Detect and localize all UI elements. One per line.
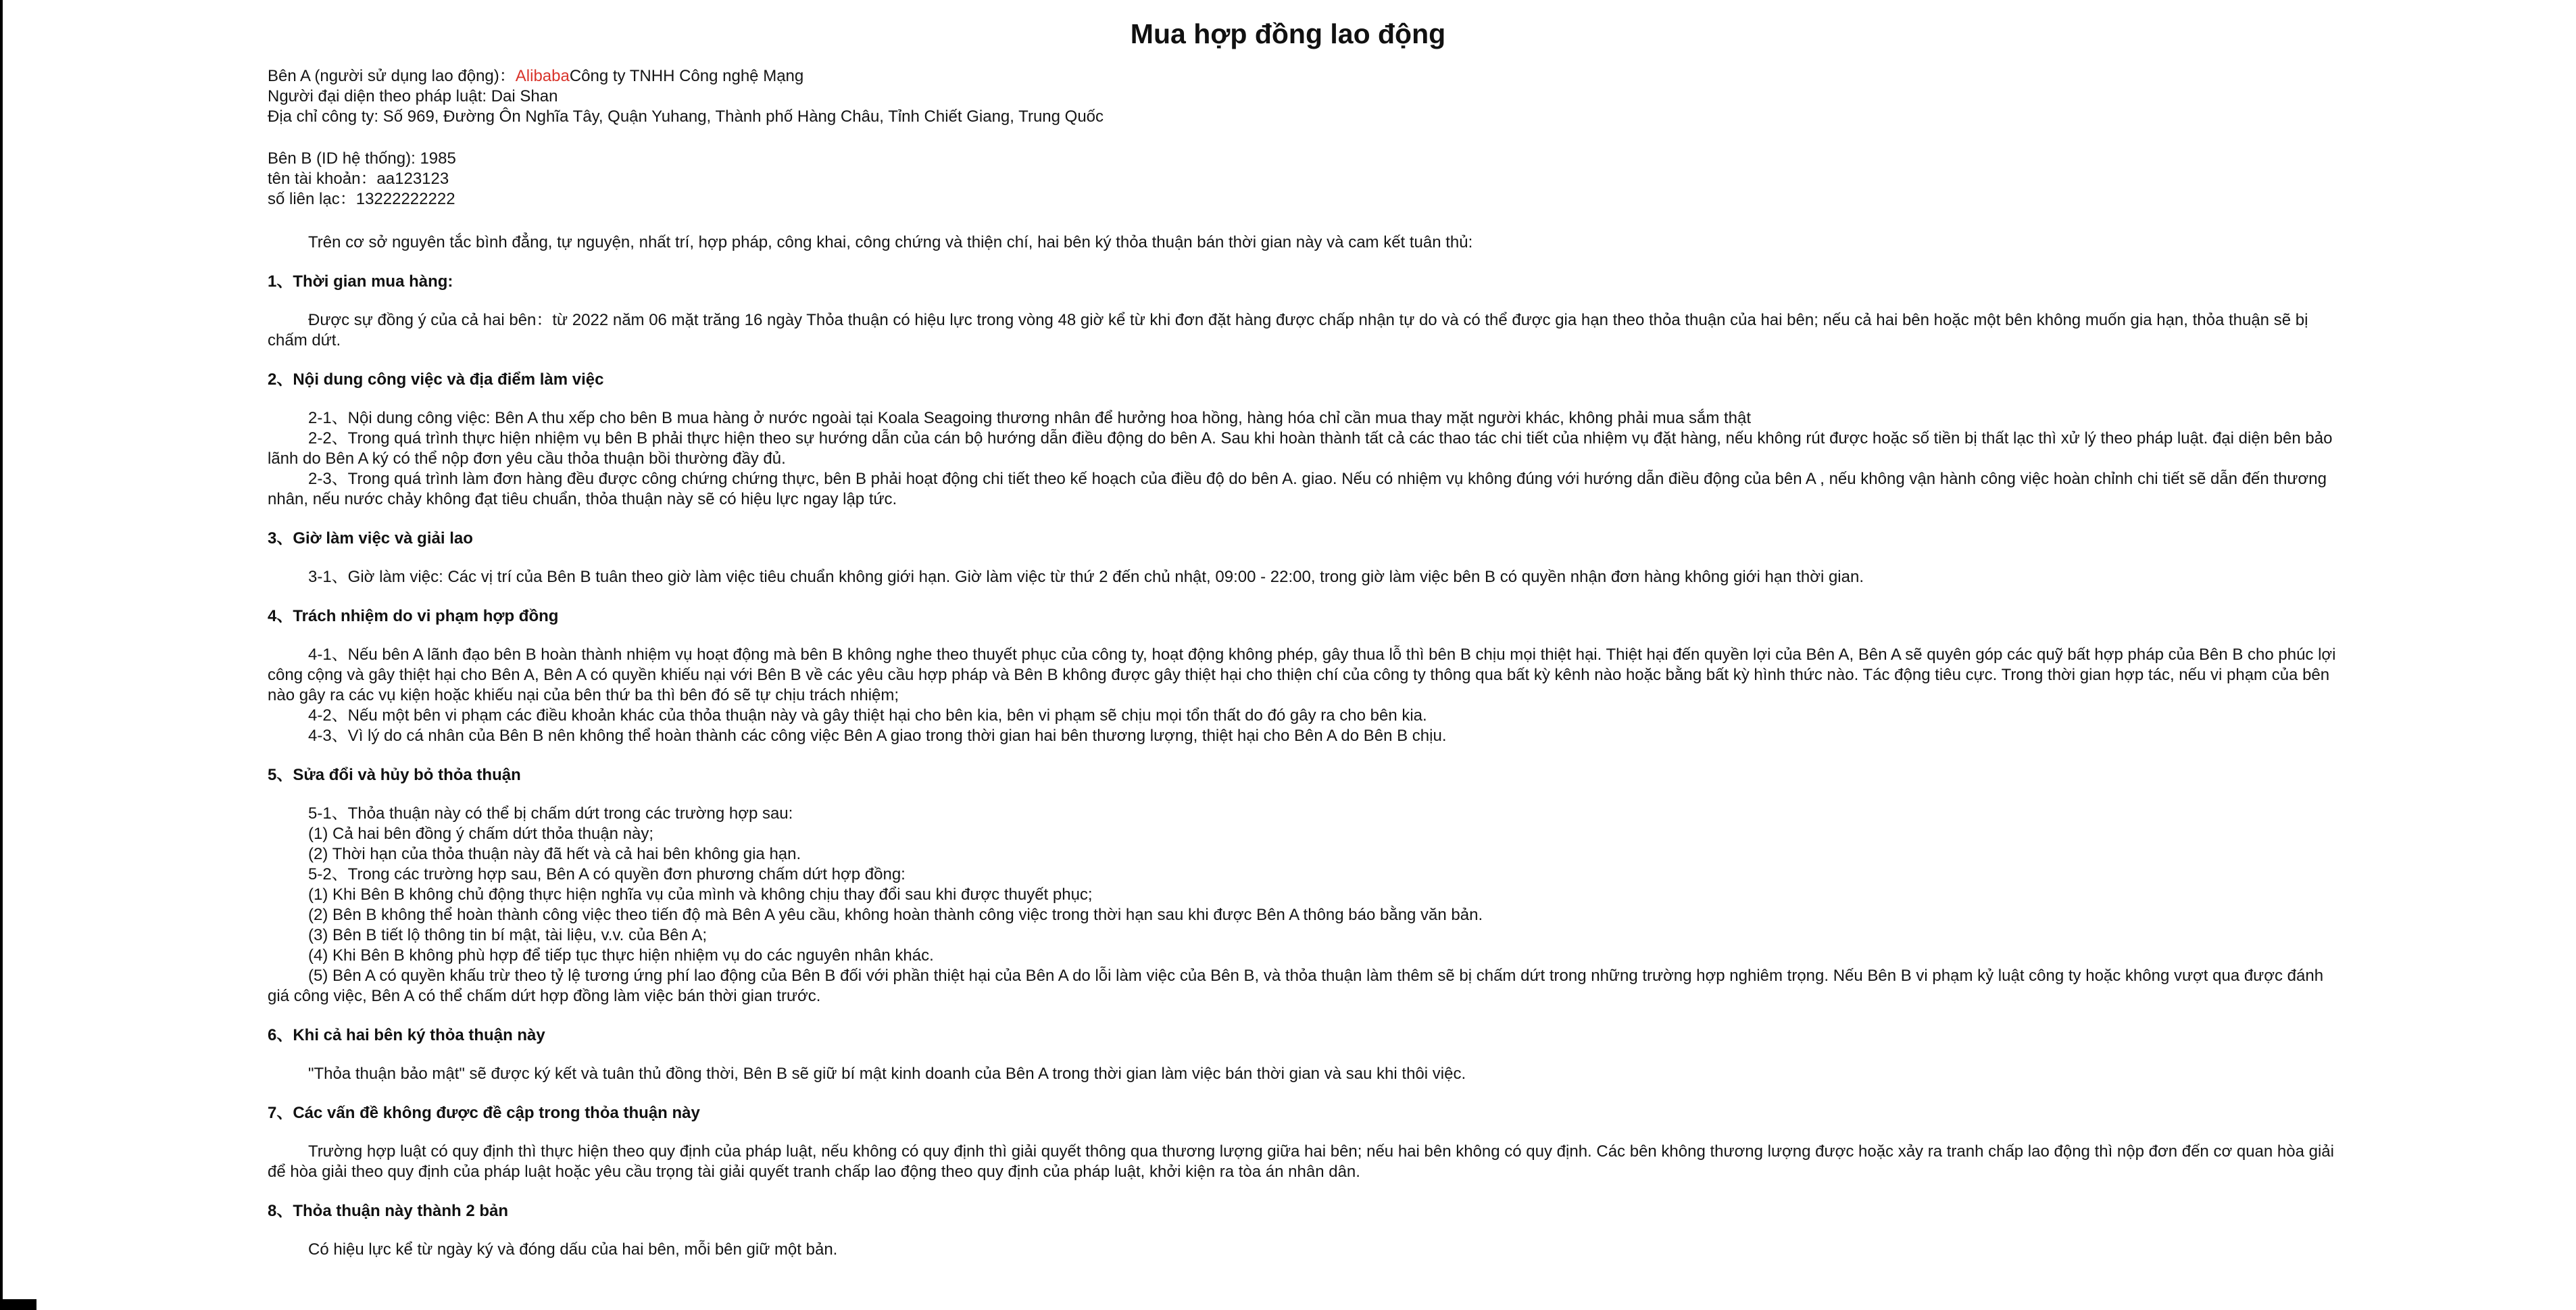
section-2-body <box>268 408 2346 510</box>
list-item: (1) Khi Bên B không chủ động thực hiện nghĩa vụ của mình và không chịu thay đổi sau khi được thuyết phục; <box>308 886 1093 904</box>
party-a-address-line: Địa chỉ công ty: Số 969, Đường Ôn Nghĩa Tây, Quận Yuhang, Thành phố Hàng Châu, Tỉnh Chiết Giang, Trung Quốc <box>268 107 1104 126</box>
party-b-block <box>268 149 2346 210</box>
paragraph: Được sự đồng ý của cả hai bên：từ 2022 năm 06 mặt trăng 16 ngày Thỏa thuận có hiệu lực trong vòng 48 giờ kể từ khi đơn đặt hàng được chấp nhận tự do và có thể được gia hạn theo thỏa thuận của hai bên; nếu cả hai bên hoặc một bên không muốn gia hạn, thỏa thuận sẽ bị chấm dứt. <box>268 311 2308 349</box>
paragraph: 2-2、Trong quá trình thực hiện nhiệm vụ bên B phải thực hiện theo sự hướng dẫn của cán bộ hướng dẫn điều động do bên A. Sau khi hoàn thành tất cả các thao tác chi tiết của nhiệm vụ đặt hàng, nếu không rút được hoặc số tiền bị thất lạc thì xử lý theo pháp luật. đại diện bên bảo lãnh do Bên A ký có thể nộp đơn yêu cầu thỏa thuận bồi thường đầy đủ. <box>268 429 2333 468</box>
section-3-heading: 3、Giờ làm việc và giải lao <box>268 529 473 548</box>
section-6-heading: 6、Khi cả hai bên ký thỏa thuận này <box>268 1026 545 1044</box>
paragraph: 4-2、Nếu một bên vi phạm các điều khoản khác của thỏa thuận này và gây thiệt hại cho bên kia, bên vi phạm sẽ chịu mọi tổn thất do đó gây ra cho bên kia. <box>308 706 1427 725</box>
party-a-representative-line: Người đại diện theo pháp luật: Dai Shan <box>268 87 558 105</box>
list-item: (2) Bên B không thể hoàn thành công việc theo tiến độ mà Bên A yêu cầu, không hoàn thành công việc trong thời hạn sau khi được Bên A thông báo bằng văn bản. <box>308 906 1483 924</box>
party-a-employer-line <box>268 66 2346 87</box>
list-item: (2) Thời hạn của thỏa thuận này đã hết và cả hai bên không gia hạn. <box>308 845 801 863</box>
section-5-heading: 5、Sửa đổi và hủy bỏ thỏa thuận <box>268 766 521 784</box>
party-b-account-line: tên tài khoản：aa123123 <box>268 170 449 188</box>
section-1 <box>268 272 2346 351</box>
paragraph: 3-1、Giờ làm việc: Các vị trí của Bên B tuân theo giờ làm việc tiêu chuẩn không giới hạn. Giờ làm việc từ thứ 2 đến chủ nhật, 09:00 - 22:00, trong giờ làm việc bên B có quyền nhận đơn hàng không giới hạn thời gian. <box>308 568 1864 586</box>
section-2-heading: 2、Nội dung công việc và địa điểm làm việc <box>268 370 604 389</box>
contract-document <box>0 66 2576 1260</box>
party-a-company-name: Công ty TNHH Công nghệ Mạng <box>569 67 804 85</box>
party-a-company-highlight: Alibaba <box>515 67 570 85</box>
section-7 <box>268 1103 2346 1182</box>
window-left-edge <box>0 0 3 1310</box>
list-item: (3) Bên B tiết lộ thông tin bí mật, tài liệu, v.v. của Bên A; <box>308 926 708 944</box>
party-a-employer-label: Bên A (người sử dụng lao động)： <box>268 67 516 85</box>
section-8-heading: 8、Thỏa thuận này thành 2 bản <box>268 1202 509 1220</box>
party-b-id-line: Bên B (ID hệ thống): 1985 <box>268 149 456 168</box>
section-6 <box>268 1025 2346 1084</box>
section-3-body <box>268 567 2346 587</box>
paragraph: Trường hợp luật có quy định thì thực hiện theo quy định của pháp luật, nếu không có quy định thì giải quyết thông qua thương lượng giữa hai bên; nếu hai bên không có quy định. Các bên không thương lượng được hoặc xảy ra tranh chấp lao động thì nộp đơn đến cơ quan hòa giải để hòa giải theo quy định của pháp luật hoặc yêu cầu trọng tài giải quyết tranh chấp lao động theo quy định của pháp luật, khởi kiện ra tòa án nhân dân. <box>268 1142 2334 1181</box>
party-b-contact-line: số liên lạc：13222222222 <box>268 190 455 208</box>
paragraph: "Thỏa thuận bảo mật" sẽ được ký kết và tuân thủ đồng thời, Bên B sẽ giữ bí mật kinh doanh của Bên A trong thời gian làm việc bán thời gian và sau khi thôi việc. <box>308 1065 1466 1083</box>
section-4-heading: 4、Trách nhiệm do vi phạm hợp đồng <box>268 607 559 625</box>
list-item: (4) Khi Bên B không phù hợp để tiếp tục thực hiện nhiệm vụ do các nguyên nhân khác. <box>308 946 934 965</box>
section-1-heading: 1、Thời gian mua hàng: <box>268 272 453 291</box>
section-7-body <box>268 1142 2346 1182</box>
section-8 <box>268 1201 2346 1260</box>
section-8-body <box>268 1240 2346 1260</box>
list-item: (1) Cả hai bên đồng ý chấm dứt thỏa thuận này; <box>308 825 654 843</box>
section-5 <box>268 765 2346 1006</box>
paragraph: 2-1、Nội dung công việc: Bên A thu xếp cho bên B mua hàng ở nước ngoài tại Koala Seagoing thương nhân để hưởng hoa hồng, hàng hóa chỉ cần mua thay mặt người khác, không phải mua sắm thật <box>308 409 1752 427</box>
section-7-heading: 7、Các vấn đề không được đề cập trong thỏa thuận này <box>268 1104 700 1122</box>
paragraph: 4-1、Nếu bên A lãnh đạo bên B hoàn thành nhiệm vụ hoạt động mà bên B không nghe theo thuyết phục của công ty, hoạt động không phép, gây thua lỗ thì bên B chịu mọi thiệt hại. Thiệt hại đến quyền lợi của Bên A, Bên A sẽ quyên góp các quỹ bất hợp pháp của Bên B cho phúc lợi công cộng và gây thiệt hại cho Bên A, Bên A có quyền khiếu nại với Bên B về các yêu cầu hợp pháp và Bên B không được gây thiệt hại cho thiện chí của công ty thông qua bất kỳ kênh nào hoặc bằng bất kỳ hình thức nào. Tác động tiêu cực. Trong thời gian hợp tác, nếu vi phạm của bên nào gây ra các vụ kiện hoặc khiếu nại của bên thứ ba thì bên đó sẽ tự chịu trách nhiệm; <box>268 646 2336 704</box>
paragraph: 2-3、Trong quá trình làm đơn hàng đều được công chứng chứng thực, bên B phải hoạt động chi tiết theo kế hoạch của điều độ do bên A. giao. Nếu có nhiệm vụ không đúng với hướng dẫn điều động của bên A , nếu không vận hành công việc hoàn chỉnh chi tiết sẽ dẫn đến thương nhân, nếu nước chảy không đạt tiêu chuẩn, thỏa thuận này sẽ có hiệu lực ngay lập tức. <box>268 470 2327 508</box>
paragraph: 5-2、Trong các trường hợp sau, Bên A có quyền đơn phương chấm dứt hợp đồng: <box>308 865 906 883</box>
paragraph: 4-3、Vì lý do cá nhân của Bên B nên không thể hoàn thành các công việc Bên A giao trong thời gian hai bên thương lượng, thiệt hại cho Bên A do Bên B chịu. <box>308 727 1447 745</box>
section-6-body <box>268 1064 2346 1084</box>
party-a-block <box>268 66 2346 127</box>
section-4-body <box>268 645 2346 746</box>
window-corner-artifact <box>0 1299 36 1310</box>
section-3 <box>268 529 2346 587</box>
section-4 <box>268 606 2346 746</box>
section-5-body <box>268 804 2346 1006</box>
page-title: Mua hợp đồng lao động <box>1130 18 1446 49</box>
intro-paragraph: Trên cơ sở nguyên tắc bình đẳng, tự nguyện, nhất trí, hợp pháp, công khai, công chứng và thiện chí, hai bên ký thỏa thuận bán thời gian này và cam kết tuân thủ: <box>308 233 1473 251</box>
section-1-body <box>268 310 2346 351</box>
list-item: (5) Bên A có quyền khấu trừ theo tỷ lệ tương ứng phí lao động của Bên B đối với phần thiệt hại của Bên A do lỗi làm việc của Bên B, và thỏa thuận làm thêm sẽ bị chấm dứt trong những trường hợp nghiêm trọng. Nếu Bên B vi phạm kỷ luật công ty hoặc không vượt qua được đánh giá công việc, Bên A có thể chấm dứt hợp đồng làm việc bán thời gian trước. <box>268 967 2324 1005</box>
paragraph: 5-1、Thỏa thuận này có thể bị chấm dứt trong các trường hợp sau: <box>308 804 793 823</box>
section-2 <box>268 370 2346 510</box>
paragraph: Có hiệu lực kể từ ngày ký và đóng dấu của hai bên, mỗi bên giữ một bản. <box>308 1240 838 1259</box>
